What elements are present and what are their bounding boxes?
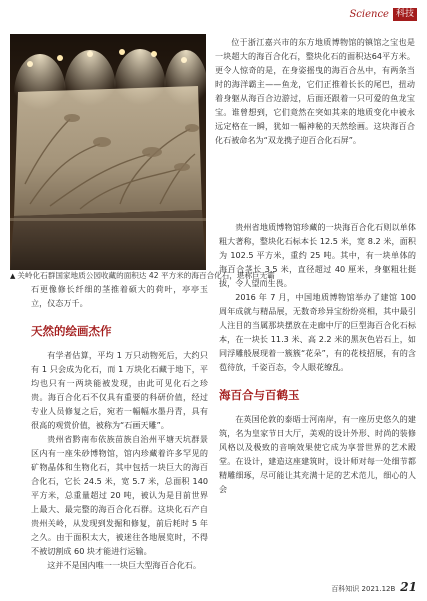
crinoid-fossil-photo xyxy=(10,34,206,270)
right-column-top xyxy=(215,35,415,147)
page-footer xyxy=(331,580,417,594)
magazine-issue: 百科知识 2021.12B xyxy=(331,585,396,593)
paragraph-continued: 石更像修长纤细的茎推着硕大的荷叶，亭亭玉立，仪态万千。 xyxy=(31,284,208,308)
paragraph: 贵州省地质博物馆珍藏的一块海百合化石则以单体粗大著称，整块化石标本长 12.5 米，宽 8.2 米，面积为 102.5 平方米，重约 25 吨。其中，有一块单体的海百合茎长 3.5 米，直径超过 40 厘米，身躯粗壮挺拔，令人望而生畏。 xyxy=(219,222,416,288)
paragraph: 位于浙江嘉兴市的东方地质博物馆的镇馆之宝也是一块超大的海百合化石，整块化石的面积达64平方米。更令人惊奇的是，在身姿摇曳的海百合丛中，有两条当时的海洋霸主——鱼龙，它们正推着长长的尾巴，扭动着身躯从海百合边游过，后面还跟着一只可爱的鱼龙宝宝。谁曾想到，它们竟然在突如其来的地质变化中被永远定格在一瞬，犹如一幅神秘的天然绘画。这块海百合化石被命名为“双龙携子迎百合化石屏”。 xyxy=(215,37,415,145)
paragraph: 在英国伦敦的泰晤士河南岸，有一座历史悠久的建筑，名为皇家节日大厅，美观的设计外形、时尚的装修风格以及极致的音响效果使它成为享誉世界的艺术殿堂。在设计，建造这座建筑时，设计师对每一处细节都精雕细琢，尽可能让其充满十足的艺术范儿，细心的人会 xyxy=(219,414,416,494)
fossil-wall-image xyxy=(10,34,206,270)
section-heading: 海百合与百鹤玉 xyxy=(219,388,300,402)
page-number: 21 xyxy=(400,580,417,594)
caption-marker-icon: ▲ xyxy=(10,272,16,280)
section-heading: 天然的绘画杰作 xyxy=(31,324,112,338)
paragraph: 贵州省黔南布依族苗族自治州平塘天坑群景区内有一座朱砂博物馆，馆内珍藏着许多罕见的矿物晶体和生物化石，其中包括一块巨大的海百合化石，它长 24.5 米，宽 5.7 米，总面积 140 平方米，总重量超过 20 吨，被认为是目前世界上最大、最完整的海百合化石群。这块化石产自贵州关岭，从发现到发掘和修复，前后耗时 5 年之久。由于面积太大，被迷往各地展览时，不得不被切割成 60 块才能进行运输。 xyxy=(31,434,208,556)
right-column xyxy=(219,220,416,496)
section-tag xyxy=(349,8,417,21)
left-column xyxy=(31,282,208,572)
paragraph: 这并不是国内唯一一块巨大型海百合化石。 xyxy=(47,560,201,570)
section-tag-english: Science xyxy=(349,9,389,20)
paragraph: 2016 年 7 月，中国地质博物馆举办了建馆 100 周年成就与精品展，无数奇珍异宝纷纷亮相，其中最引人注目的当属那块摆放在走廊中厅的巨型海百合化石标本，在一块长 11.3 米、高 2.2 米的黑灰色岩石上，如同浮雕般展现着一簇簇“花朵”，有的花枝招展，有的含苞待放，千姿百态，令人眼花缭乱。 xyxy=(219,292,416,372)
section-tag-chinese: 科技 xyxy=(393,8,417,21)
paragraph: 有学者估算，平均 1 万只动物死后，大约只有 1 只会成为化石，而 1 万块化石藏于地下，平均也只有一两块能被发现，由此可见化石之珍贵。海百合化石不仅具有重要的科研价值，经过专业人员修复之后，宛若一幅幅水墨丹青，具有很高的观赏价值，被称为“石画天雕”。 xyxy=(31,350,208,430)
caption-text: 关岭化石群国家地质公园收藏的面积达 42 平方米的海百合化石，堪称巨无霸 xyxy=(17,271,275,280)
